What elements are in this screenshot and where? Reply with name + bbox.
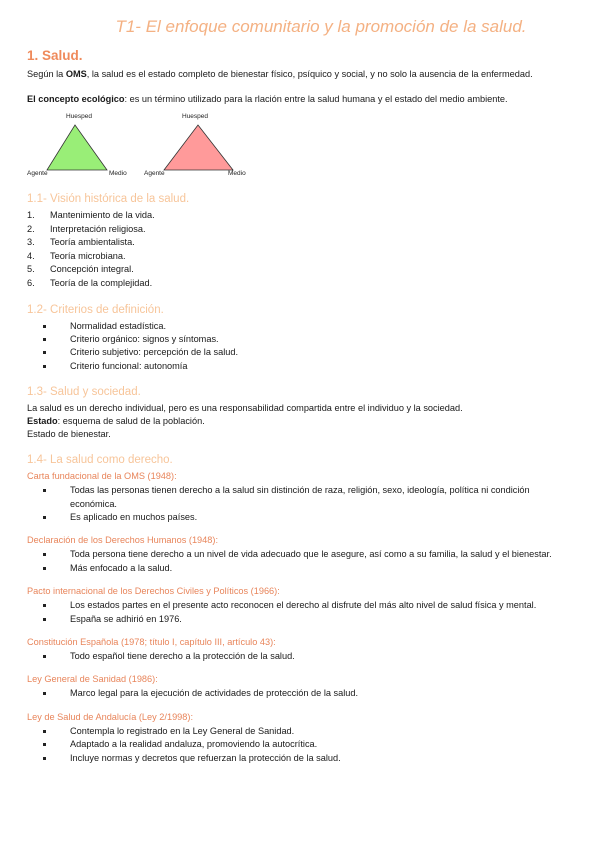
group-list-ley-andalucia [27, 725, 575, 765]
list-text: Interpretación religiosa. [50, 223, 146, 234]
group-title-ley-general: Ley General de Sanidad (1986): [27, 674, 158, 685]
list-item: Incluye normas y decretos que refuerzan la protección de la salud. [27, 752, 575, 765]
group-title-ddhh: Declaración de los Derechos Humanos (1948): [27, 535, 218, 546]
list-item: Los estados partes en el presente acto reconocen el derecho al disfrute del más alto nivel de salud física y mental. [27, 599, 575, 612]
ecological-triad-diagram [27, 112, 262, 180]
estado-label: Estado [27, 416, 58, 427]
criteria-normalidad: Normalidad estadística. [70, 320, 167, 331]
heading-criterios: 1.2- Criterios de definición. [27, 303, 164, 316]
historical-list [27, 209, 575, 291]
list-text: Teoría ambientalista. [50, 237, 135, 248]
green-triangle [47, 125, 107, 170]
list-item [27, 209, 575, 223]
ecological-concept-label: El concepto ecológico [27, 94, 125, 104]
criteria-subjetivo-text: : percepción de la salud. [138, 347, 239, 358]
green-top-label: Huesped [66, 113, 93, 120]
ecological-concept [27, 93, 575, 106]
list-item [27, 250, 575, 264]
oms-definition [27, 68, 575, 81]
red-left-label: Agente [144, 170, 165, 177]
sociedad-line-2 [27, 415, 575, 428]
green-left-label: Agente [27, 170, 48, 177]
list-item: Todo español tiene derecho a la protección de la salud. [27, 650, 575, 663]
group-list-pacto [27, 599, 575, 626]
red-top-label: Huesped [182, 113, 209, 120]
list-item [27, 333, 575, 346]
list-item [27, 223, 575, 237]
list-item [27, 236, 575, 250]
sociedad-line-1: La salud es un derecho individual, pero es una responsabilidad compartida entre el individuo y la sociedad. [27, 403, 463, 414]
list-text: Concepción integral. [50, 264, 134, 275]
triad-red [144, 112, 259, 180]
group-title-constitucion: Constitución Española (1978; título I, capítulo III, artículo 43): [27, 637, 276, 648]
list-number: 2. [27, 223, 35, 234]
group-title-pacto: Pacto internacional de los Derechos Civiles y Políticos (1966): [27, 586, 280, 597]
list-number: 5. [27, 264, 35, 275]
green-right-label: Medio [109, 170, 127, 177]
list-text: Teoría de la complejidad. [50, 277, 153, 288]
list-number: 6. [27, 277, 35, 288]
criteria-funcional-text: : autonomía [138, 360, 188, 371]
list-item [27, 263, 575, 277]
list-item [27, 320, 575, 333]
list-item [27, 360, 575, 373]
list-number: 3. [27, 237, 35, 248]
heading-salud-sociedad: 1.3- Salud y sociedad. [27, 386, 141, 399]
list-text: Teoría microbiana. [50, 250, 126, 261]
group-list-oms [27, 484, 575, 524]
group-list-ley-general [27, 687, 575, 700]
list-item: España se adhirió en 1976. [27, 613, 575, 626]
list-item: Marco legal para la ejecución de actividades de protección de la salud. [27, 687, 575, 700]
list-item: Adaptado a la realidad andaluza, promoviendo la autocrítica. [27, 738, 575, 751]
list-item [27, 346, 575, 359]
group-list-ddhh [27, 548, 575, 575]
red-triangle [164, 125, 233, 170]
document-page [27, 14, 575, 765]
list-item [27, 277, 575, 291]
list-item: Toda persona tiene derecho a un nivel de vida adecuado que le asegure, así como a su familia, la salud y el bienestar. [27, 548, 575, 561]
heading-vision-historica: 1.1- Visión histórica de la salud. [27, 193, 190, 205]
list-item: Todas las personas tienen derecho a la salud sin distinción de raza, religión, sexo, ideología, política ni condición económica. [27, 484, 575, 511]
estado-text: : esquema de salud de la población. [57, 416, 205, 427]
list-number: 1. [27, 210, 35, 220]
red-right-label: Medio [228, 170, 246, 177]
triad-green [27, 112, 142, 180]
sociedad-line-3: Estado de bienestar. [27, 429, 111, 440]
oms-definition-post: , la salud es el estado completo de bienestar físico, psíquico y social, y no solo la ausencia de la enfermedad. [86, 69, 533, 79]
ecological-concept-text: : es un término utilizado para la rlación entre la salud humana y el estado del medio ambiente. [124, 94, 508, 104]
list-text: Mantenimiento de la vida. [50, 210, 155, 220]
list-item: Más enfocado a la salud. [27, 562, 575, 575]
criteria-funcional-label: Criterio funcional [70, 360, 139, 371]
group-title-oms: Carta fundacional de la OMS (1948): [27, 471, 177, 482]
list-item: Es aplicado en muchos países. [27, 511, 575, 524]
oms-definition-pre: Según la [27, 69, 66, 79]
criteria-subjetivo-label: Criterio subjetivo [70, 347, 139, 358]
criteria-organico-label: Criterio orgánico [70, 333, 138, 344]
oms-bold: OMS [65, 69, 87, 79]
criteria-list [27, 320, 575, 374]
list-item: Contempla lo registrado en la Ley General de Sanidad. [27, 725, 575, 738]
group-title-ley-andalucia: Ley de Salud de Andalucía (Ley 2/1998): [27, 711, 194, 722]
heading-salud-derecho: 1.4- La salud como derecho. [27, 454, 173, 467]
group-list-constitucion [27, 650, 575, 663]
document-title: T1- El enfoque comunitario y la promoción de la salud. [115, 17, 527, 36]
list-number: 4. [27, 250, 35, 261]
section-heading-salud: 1. Salud. [27, 48, 83, 63]
criteria-organico-text: : signos y síntomas. [137, 333, 219, 344]
